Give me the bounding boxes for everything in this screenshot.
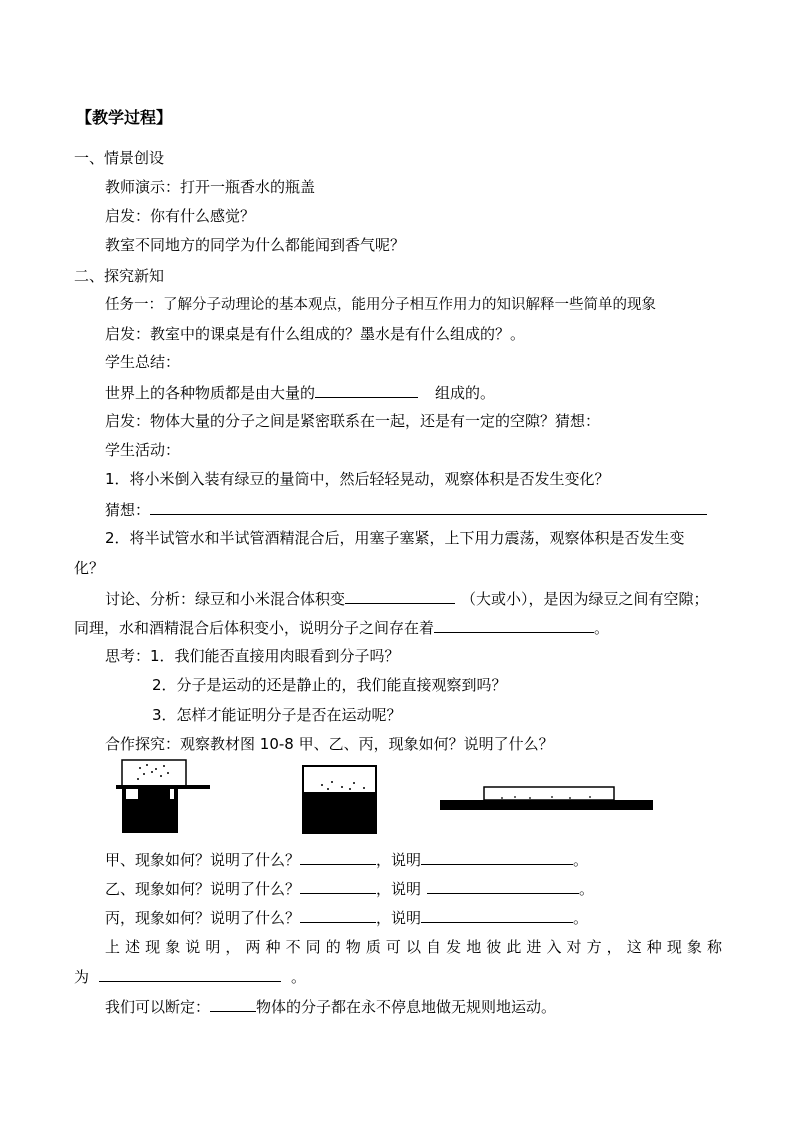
discuss-suffix: （大或小），是因为绿豆之间有空隙； [461,590,709,608]
conclude-suffix: 。 [291,968,307,986]
coop-text: 合作探究：观察教材图 10-8 甲、乙、丙，现象如何？说明了什么？ [105,735,554,753]
blank-diffusion[interactable] [99,966,281,982]
discuss-prefix: 讨论、分析：绿豆和小米混合体积变 [105,590,346,608]
same-prefix: 同理，水和酒精混合后体积变小，说明分子之间存在着 [74,619,435,637]
blank-yi-explain[interactable] [427,878,579,894]
fill1-prefix: 世界上的各种物质都是由大量的 [105,384,316,402]
summary-label: 学生总结： [105,353,181,371]
think2-text: 2．分子是运动的还是静止的，我们能直接观察到吗？ [152,676,507,694]
same-reason-line [74,617,609,638]
guess-label: 猜想： [105,501,151,519]
lesson-heading: 【教学过程】 [76,108,173,127]
final-line [105,996,556,1017]
prompt2-text: 启发：物体大量的分子之间是紧密联系在一起，还是有一定的空隙？猜想： [105,412,601,430]
think1-text: 1．我们能否直接用肉眼看到分子吗？ [150,647,400,665]
blank-all-objects[interactable] [210,996,256,1012]
final-prefix: 我们可以断定： [105,998,211,1016]
blank-yi-phenomenon[interactable] [300,878,376,894]
jia-period: 。 [573,851,589,869]
blank-jia-explain[interactable] [421,849,573,865]
activity2-line1: 2．将半试管水和半试管酒精混合后，用塞子塞紧，上下用力震荡，观察体积是否发生变 [105,529,685,547]
section1-line1: 教师演示：打开一瓶香水的瓶盖 [105,178,316,196]
bing-period: 。 [573,909,589,927]
jia-explain-label: ，说明 [376,851,422,869]
section1-title: 一、情景创设 [74,149,165,167]
final-suffix: 物体的分子都在永不停息地做无规则地运动。 [256,998,557,1016]
fill1-suffix: 组成的。 [435,384,496,402]
figure-bing [440,786,654,812]
section1-line3: 教室不同地方的同学为什么都能闻到香气呢？ [105,236,406,254]
yi-explain-label: ，说明 [376,880,422,898]
think3-text: 3．怎样才能证明分子是否在运动呢？ [152,706,402,724]
guess-line [105,499,707,520]
blank-gaps[interactable] [434,617,594,633]
activity2-line2: 化？ [74,559,105,577]
question-bing-text: 丙，现象如何？说明了什么？ [105,909,301,927]
think-line1 [105,646,400,666]
task1-text: 任务一：了解分子动理论的基本观点，能用分子相互作用力的知识解释一些简单的现象 [105,297,656,313]
figure-yi [302,765,378,835]
blank-jia-phenomenon[interactable] [300,849,376,865]
blank-guess[interactable] [150,499,707,515]
yi-period: 。 [579,880,595,898]
blank-bing-phenomenon[interactable] [300,907,376,923]
conclude-line2 [74,966,306,987]
figure-jia [116,759,212,834]
activity1-text: 1．将小米倒入装有绿豆的量筒中，然后轻轻晃动，观察体积是否发生变化？ [105,470,610,488]
section2-title: 二、探究新知 [74,267,165,285]
conclude-prefix: 为 [74,968,90,986]
blank-volume-change[interactable] [345,588,455,604]
question-jia-text: 甲、现象如何？说明了什么？ [105,851,301,869]
prompt1-text: 启发：教室中的课桌是有什么组成的？墨水是有什么组成的？。 [105,325,526,343]
blank-bing-explain[interactable] [421,907,573,923]
question-yi [105,878,594,899]
think-label: 思考： [105,647,151,665]
section1-line2: 启发：你有什么感觉？ [105,207,256,225]
same-suffix: 。 [594,619,610,637]
blank-molecules[interactable] [315,382,418,398]
fill-molecules-line [105,382,495,403]
question-jia [105,849,588,870]
question-yi-text: 乙、现象如何？说明了什么？ [105,880,301,898]
activity-label: 学生活动： [105,441,181,459]
discuss-line [105,588,709,609]
conclude-line1: 上述现象说明，两种不同的物质可以自发地彼此进入对方，这种现象称 [105,938,722,956]
question-bing [105,907,588,928]
bing-explain-label: ，说明 [376,909,422,927]
